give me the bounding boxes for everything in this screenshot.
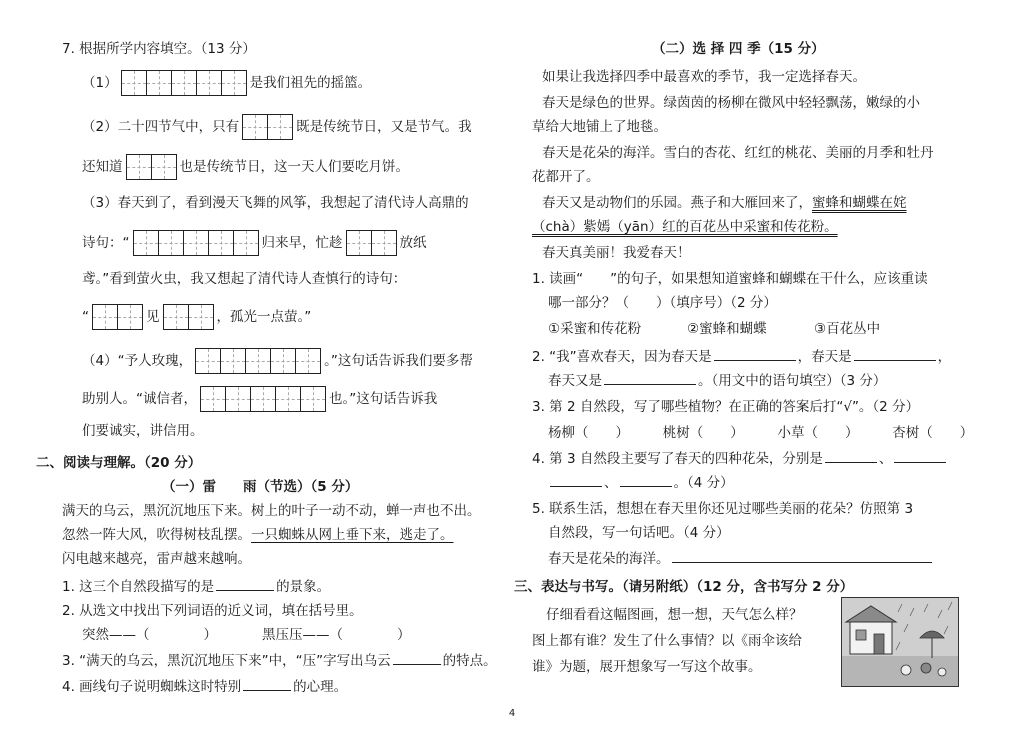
q7-2b-pre: 还知道 [82, 159, 123, 175]
q7-2b [82, 154, 409, 180]
marked-sentence-end: （chà）紫嫣（yān）红的百花丛中采蜜和传花粉。 [532, 219, 838, 235]
p2-q2b-pre: 春天又是 [548, 373, 602, 389]
passage-2-line-1: 如果让我选择四季中最喜欢的季节，我一定选择春天。 [542, 69, 866, 85]
p2-question-3: 3. 第 2 自然段，写了哪些植物？在正确的答案后打“√”。（2 分） [532, 399, 920, 415]
q7-3c: 鸢。”看到萤火虫，我又想起了清代诗人查慎行的诗句： [82, 271, 407, 287]
p2-q4-pre: 4. 第 3 自然段主要写了春天的四种花朵，分别是 [532, 451, 823, 467]
answer-blank[interactable] [854, 346, 936, 361]
q7-3a: （3）春天到了，看到漫天飞舞的风筝，我想起了清代诗人高鼎的 [82, 195, 469, 211]
q7-2-pre: （2）二十四节气中，只有 [82, 119, 240, 135]
answer-grid[interactable] [346, 230, 397, 256]
section-3-line-2: 图上都有谁？发生了什么事情？以《雨伞该给 [532, 633, 802, 649]
p2-q3-options[interactable]: 杨柳（ ） 桃树（ ） 小草（ ） 杏树（ ） [548, 425, 974, 441]
q7-1-post: 是我们祖先的摇篮。 [249, 75, 372, 91]
answer-blank[interactable] [393, 650, 441, 665]
p1-q1-post: 的景象。 [276, 579, 331, 595]
q7-4b [82, 386, 437, 412]
passage-2-line-5: 花都开了。 [532, 169, 600, 185]
p1-q4-post: 的心理。 [293, 679, 348, 695]
p1-question-2: 2. 从选文中找出下列词语的近义词，填在括号里。 [62, 603, 363, 619]
p2-question-5a: 5. 联系生活，想想在春天里你还见过哪些美丽的花朵？仿照第 3 [532, 501, 914, 517]
answer-grid[interactable] [92, 304, 143, 330]
answer-blank[interactable] [604, 370, 696, 385]
q7-2 [82, 114, 472, 140]
p2-q4b-post: 。（4 分） [673, 475, 734, 491]
q7-4b-post: 也。”这句话告诉我 [329, 391, 438, 407]
p2-q1-option-2[interactable]: ②蜜蜂和蝴蝶 [687, 321, 767, 337]
underlined-sentence: 一只蜘蛛从网上垂下来，逃走了。 [251, 527, 454, 543]
answer-blank[interactable] [243, 676, 291, 691]
passage-1-title: （一）雷 雨（节选）（5 分） [162, 479, 359, 495]
answer-blank[interactable] [825, 448, 877, 463]
p2-question-5b: 自然段，写一句话吧。（4 分） [548, 525, 730, 541]
p2-question-5c [548, 548, 934, 570]
passage-2-line-3: 草给大地铺上了地毯。 [532, 119, 667, 135]
answer-blank[interactable] [894, 448, 946, 463]
p1-question-1 [62, 576, 330, 598]
p2-q2a-post: ， [937, 349, 952, 365]
q7-3d-post: ，孤光一点萤。” [216, 309, 312, 325]
q7-3b-mid: 归来早，忙趁 [261, 235, 343, 251]
answer-grid[interactable] [242, 114, 293, 140]
answer-grid[interactable] [195, 348, 321, 374]
p2-q2a-pre: 2. “我”喜欢春天，因为春天是 [532, 349, 712, 365]
answer-grid[interactable] [121, 70, 247, 96]
answer-grid[interactable] [133, 230, 259, 256]
p2-q1-option-3[interactable]: ③百花丛中 [814, 321, 881, 337]
q7-4-post: 。”这句话告诉我们要多帮 [324, 353, 473, 369]
p2-q5c-pre: 春天是花朵的海洋。 [548, 551, 670, 567]
answer-grid[interactable] [163, 304, 214, 330]
section-3-title: 三、表达与书写。（请另附纸）（12 分，含书写分 2 分） [514, 579, 854, 595]
p1-question-3 [62, 650, 497, 672]
q7-4c: 们要诚实，讲信用。 [82, 423, 204, 439]
passage-2-line-4: 春天是花朵的海洋。雪白的杏花、红红的桃花、美丽的月季和牡丹 [542, 145, 934, 161]
p2-question-4b [548, 472, 734, 494]
section-3-line-3: 谁》为题，展开想象写一写这个故事。 [532, 659, 762, 675]
p1-question-2b: 黑压压——（ ） [262, 627, 411, 643]
q7-3d-mid: 见 [146, 309, 160, 325]
answer-grid[interactable] [126, 154, 177, 180]
p2-question-1a: 1. 读画“ ”的句子，如果想知道蜜蜂和蝴蝶在干什么，应该重读 [532, 271, 928, 287]
q7-3b-pre: 诗句：“ [82, 235, 130, 251]
q7-4-pre: （4）“予人玫瑰， [82, 353, 193, 369]
p2-question-1b: 哪一部分？（ ）（填序号）（2 分） [548, 295, 777, 311]
passage-1-line-1: 满天的乌云，黑沉沉地压下来。树上的叶子一动不动，蝉一声也不出。 [62, 503, 481, 519]
rain-scene-picture [841, 597, 959, 687]
passage-2-title: （二）选 择 四 季（15 分） [652, 41, 825, 57]
section-2-title: 二、阅读与理解。（20 分） [36, 455, 202, 471]
answer-blank[interactable] [550, 472, 602, 487]
p2-q2a-mid: ，春天是 [797, 349, 852, 365]
passage-1-line-2 [62, 524, 454, 546]
q7-1-pre: （1） [82, 75, 118, 91]
passage-2-line-6-pre: 春天又是动物们的乐园。燕子和大雁回来了， [542, 195, 812, 211]
q7-4b-pre: 助别人。“诚信者， [82, 391, 197, 407]
q7-1 [82, 70, 371, 96]
p2-q4-sep: 、 [878, 451, 893, 467]
passage-1-line-3: 闪电越来越亮，雷声越来越响。 [62, 551, 251, 567]
q7-3d-pre: “ [82, 309, 89, 325]
answer-blank[interactable] [672, 548, 932, 563]
p2-q1-option-1[interactable]: ①采蜜和传花粉 [548, 321, 642, 337]
answer-blank[interactable] [714, 346, 796, 361]
q7-2-post: 既是传统节日，又是节气。我 [296, 119, 472, 135]
p1-q3-post: 的特点。 [442, 653, 497, 669]
passage-2-line-2: 春天是绿色的世界。绿茵茵的杨柳在微风中轻轻飘荡，嫩绿的小 [542, 95, 920, 111]
answer-blank[interactable] [216, 576, 274, 591]
answer-grid[interactable] [200, 386, 326, 412]
passage-2-line-8: 春天真美丽！我爱春天！ [542, 245, 691, 261]
passage-2-line-6 [542, 192, 907, 214]
p2-question-2b [548, 370, 886, 392]
answer-blank[interactable] [620, 472, 672, 487]
p1-q4-pre: 4. 画线句子说明蜘蛛这时特别 [62, 679, 242, 695]
passage-1-line-2-pre: 忽然一阵大风，吹得树枝乱摆。 [62, 527, 251, 543]
q7-2b-post: 也是传统节日，这一天人们要吃月饼。 [179, 159, 409, 175]
p2-question-4a [532, 448, 948, 470]
p2-question-2a [532, 346, 951, 368]
p2-q4-sep: 、 [604, 475, 618, 491]
q7-3d [82, 304, 311, 330]
p1-q1-pre: 1. 这三个自然段描写的是 [62, 579, 215, 595]
p1-q3-pre: 3. “满天的乌云，黑沉沉地压下来”中，“压”字写出乌云 [62, 653, 391, 669]
q7-title: 7. 根据所学内容填空。（13 分） [62, 41, 256, 57]
q7-3b [82, 230, 427, 256]
q7-4 [82, 348, 473, 374]
q7-3b-post: 放纸 [399, 235, 427, 251]
marked-sentence-start: 蜜蜂和蝴蝶在姹 [812, 195, 907, 211]
passage-2-line-7 [532, 216, 838, 238]
section-3-line-1: 仔细看看这幅图画，想一想，天气怎么样？ [546, 607, 803, 623]
p1-question-2a: 突然——（ ） [82, 627, 217, 643]
page-number: 4 [508, 708, 516, 719]
p1-question-4 [62, 676, 347, 698]
p2-q2b-post: 。（用文中的语句填空）（3 分） [698, 373, 887, 389]
